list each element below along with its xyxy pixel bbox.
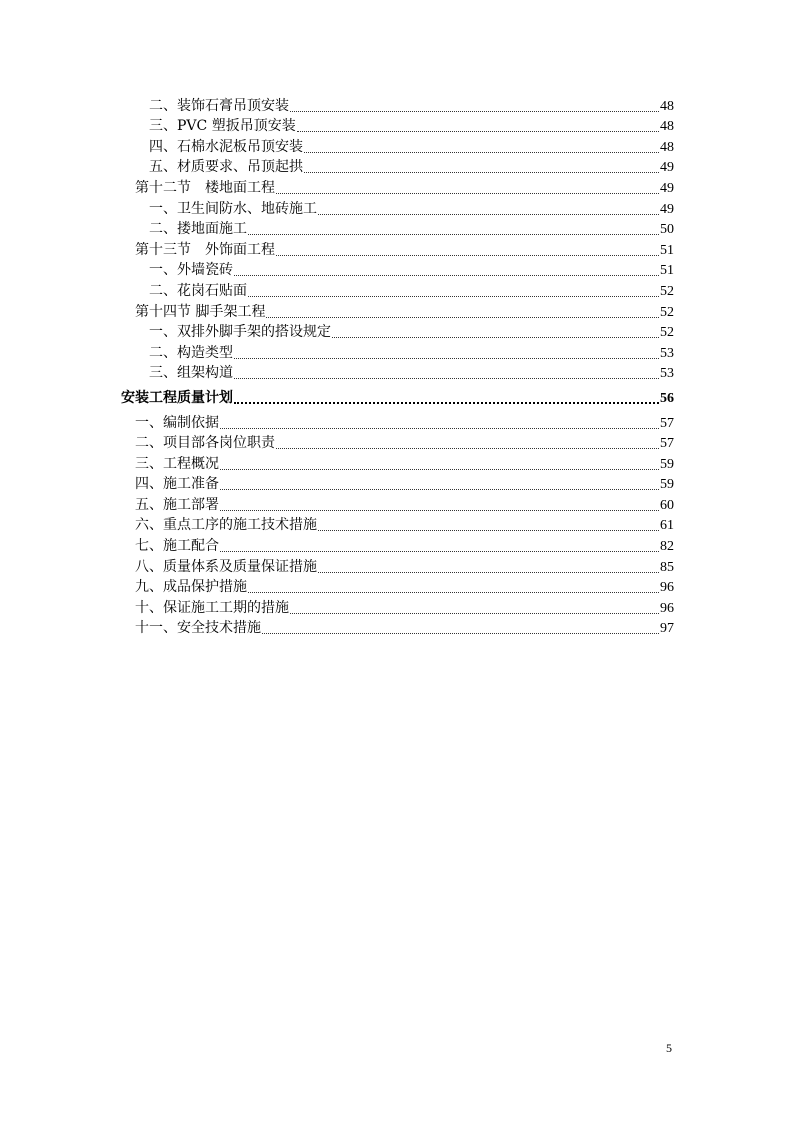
- toc-entry[interactable]: [0, 493, 794, 514]
- toc-entry[interactable]: [0, 197, 794, 218]
- toc-entry[interactable]: [0, 534, 794, 555]
- toc-entry-title: 三、工程概况: [135, 455, 219, 472]
- toc-entry-title: 第十二节 楼地面工程: [135, 179, 275, 196]
- toc-dot-leader: [220, 509, 659, 511]
- toc-entry-title: 安装工程质量计划: [121, 389, 233, 406]
- toc-entry-page: 52: [660, 304, 674, 320]
- toc-entry[interactable]: [0, 452, 794, 473]
- toc-entry-title: 一、双排外脚手架的搭设规定: [149, 324, 331, 341]
- toc-entry-title: 五、材质要求、吊顶起拱: [149, 159, 303, 176]
- toc-dot-leader: [266, 316, 659, 318]
- toc-entry-title: 六、重点工序的施工技术措施: [135, 517, 317, 534]
- toc-entry-page: 53: [660, 345, 674, 361]
- toc-entry[interactable]: [0, 279, 794, 300]
- toc-dot-leader: [304, 151, 659, 153]
- toc-entry-title: 三、PVC 塑扳吊顶安装: [149, 118, 296, 135]
- toc-entry-page: 48: [660, 119, 674, 135]
- toc-entry-page: 96: [660, 600, 674, 616]
- toc-entry[interactable]: [0, 411, 794, 432]
- toc-entry-title: 二、项目部各岗位职责: [135, 435, 275, 452]
- toc-entry-title: 十一、安全技术措施: [135, 620, 261, 637]
- page-number: 5: [666, 1041, 672, 1055]
- toc-entry-page: 53: [660, 366, 674, 382]
- toc-part-entry[interactable]: [0, 386, 794, 407]
- toc-dot-leader: [248, 233, 659, 235]
- toc-entry-page: 61: [660, 518, 674, 534]
- toc-entry-page: 51: [660, 263, 674, 279]
- toc-dot-leader: [234, 274, 659, 276]
- toc-dot-leader: [220, 488, 659, 490]
- toc-dot-leader: [290, 612, 659, 614]
- toc-dot-leader: [318, 213, 659, 215]
- toc-dot-leader: [276, 254, 659, 256]
- toc-entry-page: 52: [660, 325, 674, 341]
- toc-dot-leader: [262, 632, 659, 634]
- toc-entry-page: 85: [660, 559, 674, 575]
- toc-dot-leader: [276, 192, 659, 194]
- toc-entry-title: 九、成品保护措施: [135, 579, 247, 596]
- toc-dot-leader: [248, 591, 659, 593]
- toc-entry-title: 二、装饰石膏吊顶安装: [149, 97, 289, 114]
- toc-entry-page: 60: [660, 497, 674, 513]
- toc-entry-title: 七、施工配合: [135, 538, 219, 555]
- toc-entry-page: 49: [660, 160, 674, 176]
- toc-entry-title: 第十四节 脚手架工程: [135, 303, 266, 320]
- toc-dot-leader: [304, 171, 659, 173]
- toc-entry-page: 56: [660, 390, 674, 406]
- toc-entry[interactable]: [0, 617, 794, 638]
- toc-entry-page: 48: [660, 139, 674, 155]
- toc-dot-leader: [290, 110, 659, 112]
- toc-entry-title: 五、施工部署: [135, 496, 219, 513]
- toc-entry[interactable]: [0, 218, 794, 239]
- toc-entry-title: 八、质量体系及质量保证措施: [135, 558, 317, 575]
- toc-entry-page: 97: [660, 621, 674, 637]
- toc-entry-page: 96: [660, 580, 674, 596]
- toc-entry-title: 一、卫生间防水、地砖施工: [149, 200, 317, 217]
- toc-entry-title: 一、编制依据: [135, 414, 219, 431]
- toc-entry[interactable]: [0, 362, 794, 383]
- toc-entry-page: 59: [660, 477, 674, 493]
- toc-entry[interactable]: [0, 94, 794, 115]
- toc-entry[interactable]: [0, 115, 794, 136]
- toc-entry-page: 57: [660, 415, 674, 431]
- toc-dot-leader: [297, 130, 659, 132]
- toc-entry-page: 52: [660, 283, 674, 299]
- toc-entry[interactable]: [0, 555, 794, 576]
- toc-entry[interactable]: [0, 156, 794, 177]
- toc-entry-title: 一、外墙瓷砖: [149, 262, 233, 279]
- toc-entry[interactable]: [0, 596, 794, 617]
- toc-entry[interactable]: [0, 259, 794, 280]
- toc-dot-leader: [332, 336, 659, 338]
- toc-entry-page: 59: [660, 456, 674, 472]
- toc-entry-page: 57: [660, 436, 674, 452]
- toc-entry-title: 第十三节 外饰面工程: [135, 241, 275, 258]
- toc-entry[interactable]: [0, 341, 794, 362]
- toc-entry[interactable]: [0, 514, 794, 535]
- toc-entry-title: 四、施工准备: [135, 476, 219, 493]
- toc-entry-page: 49: [660, 180, 674, 196]
- toc-section-entry[interactable]: [0, 176, 794, 197]
- toc-entry[interactable]: [0, 321, 794, 342]
- toc-section-entry[interactable]: [0, 300, 794, 321]
- toc-dot-leader: [318, 529, 659, 531]
- toc-entry-page: 51: [660, 242, 674, 258]
- toc-dot-leader: [234, 377, 659, 379]
- toc-entry-title: 十、保证施工工期的措施: [135, 599, 289, 616]
- toc-dot-leader: [234, 401, 659, 404]
- toc-entry-page: 48: [660, 98, 674, 114]
- toc-entry[interactable]: [0, 473, 794, 494]
- toc-entry-title: 四、石棉水泥板吊顶安装: [149, 138, 303, 155]
- toc-dot-leader: [220, 427, 659, 429]
- toc-dot-leader: [248, 295, 659, 297]
- toc-dot-leader: [220, 468, 659, 470]
- toc-entry-title: 二、搂地面施工: [149, 221, 247, 238]
- table-of-contents: [0, 94, 794, 637]
- toc-entry-page: 49: [660, 201, 674, 217]
- toc-dot-leader: [234, 357, 659, 359]
- toc-entry-title: 二、构造类型: [149, 344, 233, 361]
- toc-entry-title: 二、花岗石贴面: [149, 282, 247, 299]
- toc-dot-leader: [318, 571, 659, 573]
- toc-entry[interactable]: [0, 135, 794, 156]
- toc-entry[interactable]: [0, 432, 794, 453]
- toc-entry[interactable]: [0, 576, 794, 597]
- toc-dot-leader: [220, 550, 659, 552]
- toc-entry-title: 三、组架构道: [149, 365, 233, 382]
- toc-dot-leader: [276, 447, 659, 449]
- toc-entry-page: 82: [660, 539, 674, 555]
- toc-section-entry[interactable]: [0, 238, 794, 259]
- toc-entry-page: 50: [660, 222, 674, 238]
